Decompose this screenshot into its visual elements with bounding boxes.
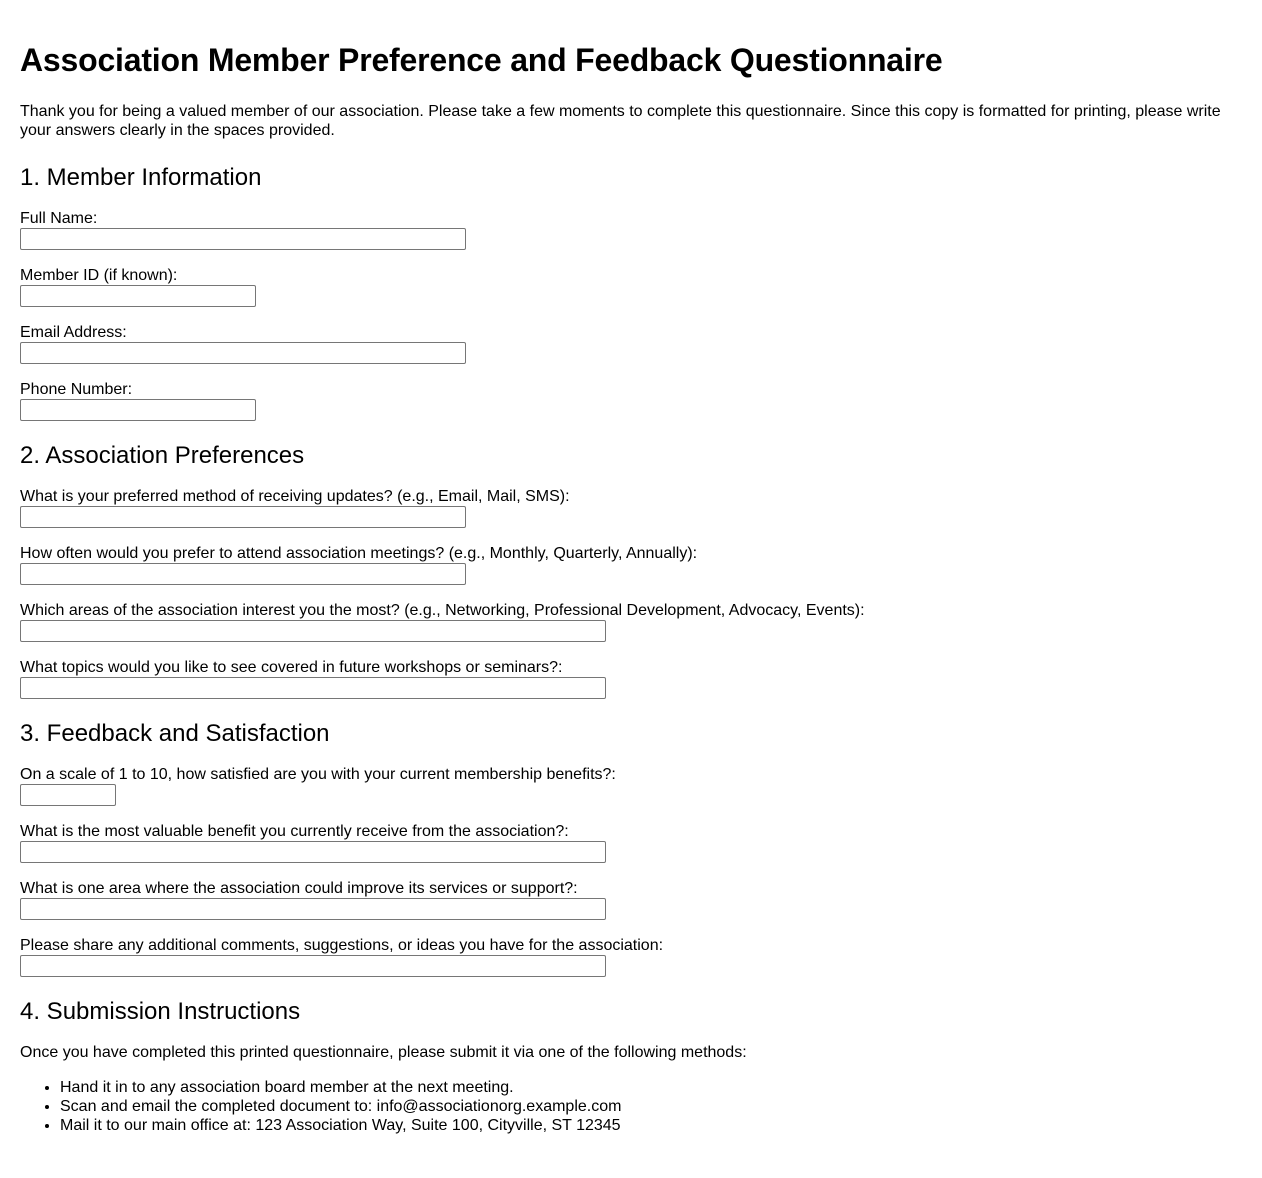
submission-method-item: • Scan and email the completed document to: info@associationorg.example.com <box>60 1097 1242 1116</box>
field-label: Full Name: <box>20 210 98 227</box>
intro-text: Thank you for being a valued member of our association. Please take a few moments to complete this questionnaire. Since this copy is formatted for printing, please write your answers clearly in the spaces provided. <box>20 103 1221 139</box>
page-title: Association Member Preference and Feedback Questionnaire <box>20 42 943 78</box>
workshop-topics-input[interactable] <box>20 677 606 699</box>
field-valuable-benefit <box>20 822 1242 863</box>
field-label: Please share any additional comments, suggestions, or ideas you have for the association: <box>20 937 664 954</box>
section-heading-submission-instructions: 4. Submission Instructions <box>20 998 301 1025</box>
satisfaction-rating-input[interactable] <box>20 784 116 806</box>
areas-of-interest-input[interactable] <box>20 620 606 642</box>
field-full-name <box>20 209 1242 250</box>
field-phone <box>20 380 1242 421</box>
section-heading-feedback-satisfaction: 3. Feedback and Satisfaction <box>20 720 330 747</box>
field-update-method <box>20 487 1242 528</box>
meeting-frequency-input[interactable] <box>20 563 466 585</box>
field-email <box>20 323 1242 364</box>
full-name-input[interactable] <box>20 228 466 250</box>
field-meeting-frequency <box>20 544 1242 585</box>
improvement-area-input[interactable] <box>20 898 606 920</box>
field-label: What is your preferred method of receiving updates? (e.g., Email, Mail, SMS): <box>20 488 570 505</box>
field-improvement-area <box>20 879 1242 920</box>
field-areas-of-interest <box>20 601 1242 642</box>
field-label: Phone Number: <box>20 381 133 398</box>
valuable-benefit-input[interactable] <box>20 841 606 863</box>
submission-text: Once you have completed this printed questionnaire, please submit it via one of the following methods: <box>20 1044 747 1061</box>
field-label: What is the most valuable benefit you currently receive from the association?: <box>20 823 569 840</box>
field-label: On a scale of 1 to 10, how satisfied are you with your current membership benefits?: <box>20 766 616 783</box>
update-method-input[interactable] <box>20 506 466 528</box>
submission-method-item: • Hand it in to any association board member at the next meeting. <box>60 1078 1242 1097</box>
field-workshop-topics <box>20 658 1242 699</box>
field-additional-comments <box>20 936 1242 977</box>
field-label: Email Address: <box>20 324 127 341</box>
additional-comments-input[interactable] <box>20 955 606 977</box>
field-satisfaction-rating <box>20 765 1242 806</box>
field-label: Member ID (if known): <box>20 267 178 284</box>
field-label: What is one area where the association could improve its services or support?: <box>20 880 578 897</box>
field-member-id <box>20 266 1242 307</box>
submission-method-item: • Mail it to our main office at: 123 Association Way, Suite 100, Cityville, ST 12345 <box>60 1116 1242 1135</box>
email-input[interactable] <box>20 342 466 364</box>
field-label: What topics would you like to see covered in future workshops or seminars?: <box>20 659 563 676</box>
phone-input[interactable] <box>20 399 256 421</box>
submission-methods-list <box>20 1078 1242 1135</box>
section-heading-member-information: 1. Member Information <box>20 164 262 191</box>
member-id-input[interactable] <box>20 285 256 307</box>
section-heading-association-preferences: 2. Association Preferences <box>20 442 305 469</box>
field-label: How often would you prefer to attend association meetings? (e.g., Monthly, Quarterly, Annually): <box>20 545 698 562</box>
field-label: Which areas of the association interest you the most? (e.g., Networking, Professional Development, Advocacy, Events): <box>20 602 865 619</box>
